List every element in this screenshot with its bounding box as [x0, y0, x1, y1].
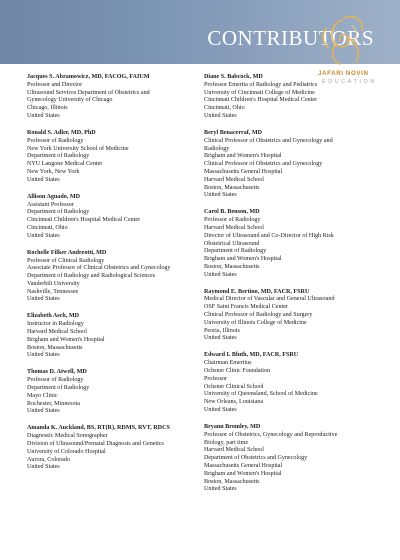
contributor-detail-line: Clinical Professor of Obstetrics and Gynecology	[204, 161, 323, 168]
contributor-name: Diane S. Babcock, MD	[204, 74, 263, 80]
contributor-detail-line: Professor and Director	[27, 81, 83, 88]
contributor-detail-line: Peoria, Illinois	[204, 327, 240, 334]
contributor-detail-line: Biology, part time	[204, 439, 249, 446]
contributor-detail-line: Department of Radiology	[27, 209, 90, 216]
contributor-detail-line: Diagnostic Medical Sonographer	[27, 433, 108, 440]
contributor-detail-line: Radiology	[204, 145, 230, 152]
contributor-detail-line: Obstetrical Ultrasound	[204, 240, 260, 247]
contributor-detail-line: United States	[27, 408, 60, 415]
contributor-detail-line: Brigham and Women's Hospital	[204, 470, 282, 477]
contributor-detail-line: Department of Radiology	[27, 385, 90, 392]
contributor-detail-line: Assistant Professor	[27, 201, 74, 208]
contributor-detail-line: Clinical Professor of Obstetrics and Gynecology and	[204, 137, 333, 144]
contributor-detail-line: Harvard Medical School	[204, 176, 264, 183]
contributor-detail-line: Mayo Clinic	[27, 392, 58, 399]
contributor-detail-line: Chicago, Illinois	[27, 105, 68, 112]
contributor-detail-line: United States	[204, 407, 237, 414]
contributor-entry	[204, 74, 384, 121]
contributor-detail-line: Department of Radiology and Radiological Sciences	[27, 273, 156, 280]
contributor-detail-line: Professor of Radiology	[27, 137, 84, 144]
contributor-entry	[27, 425, 199, 472]
contributor-detail-line: Gynecology University of Chicago	[27, 97, 113, 104]
contributor-detail-line: Boston, Massachusetts	[204, 184, 260, 191]
logo-name: JAFARI NOVIN	[318, 70, 369, 77]
contributor-detail-line: Division of Ultrasound/Prenatal Diagnosis and Genetics	[27, 441, 164, 447]
contributor-detail-line: Rochester, Minnesota	[27, 400, 80, 407]
contributor-detail-line: Boston, Massachusetts	[204, 478, 260, 485]
contributor-detail-line: New York University School of Medicine	[27, 145, 129, 152]
contributor-detail-line: University of Illinois College of Medicine	[204, 319, 307, 326]
contributor-name: Edward I. Bluth, MD, FACR, FSRU	[204, 352, 299, 359]
contributor-detail-line: Ochsner Clinical School	[204, 383, 264, 390]
contributor-detail-line: Professor of Radiology	[204, 217, 261, 224]
contributor-name: Carol B. Benson, MD	[204, 209, 260, 216]
contributor-name: Beryl Benacerraf, MD	[204, 129, 263, 136]
contributor-detail-line: United States	[27, 112, 60, 119]
contributor-entry	[27, 74, 199, 121]
contributor-detail-line: New York, New York	[27, 168, 80, 175]
contributor-detail-line: Director of Ultrasound and Co-Director of High Risk	[204, 232, 334, 239]
contributor-detail-line: United States	[204, 271, 237, 278]
contributor-detail-line: Instructor in Radiology	[27, 321, 84, 328]
contributor-detail-line: Massachusetts General Hospital	[204, 168, 283, 175]
contributor-entry	[204, 352, 384, 414]
contributor-detail-line: United States	[204, 112, 237, 119]
contributor-detail-line: Clinical Professor of Radiology and Surgery	[204, 312, 313, 319]
contributors-right-column	[204, 74, 384, 494]
contributor-detail-line: Cincinnati Children's Hospital Medical Center	[27, 217, 141, 224]
contributor-detail-line: Aurora, Colorado	[27, 456, 70, 463]
contributor-detail-line: United States	[204, 486, 237, 493]
logo-flourish-icon	[292, 6, 384, 70]
contributor-detail-line: New Orleans, Louisiana	[204, 399, 264, 406]
contributors-left-column	[27, 74, 199, 472]
contributor-detail-line: OSF Saint Francis Medical Center	[204, 304, 288, 311]
contributor-detail-line: Boston, Massachusetts	[204, 263, 260, 270]
logo-subtitle: EDUCATION	[322, 79, 377, 85]
contributor-detail-line: Department of Radiology	[27, 153, 90, 160]
contributor-detail-line: Ultrasound Services Department of Obstetrics and	[27, 89, 150, 96]
contributor-name: Bryann Bromley, MD	[204, 424, 261, 431]
contributor-detail-line: Professor of Clinical Radiology	[27, 257, 105, 264]
contributor-detail-line: Cincinnati, Ohio	[204, 105, 245, 112]
contributor-detail-line: Professor Emerita of Radiology and Pediatrics	[204, 81, 318, 88]
contributor-detail-line: University of Cincinnati College of Medicine	[204, 89, 315, 96]
contributor-detail-line: Department of Radiology	[204, 248, 267, 255]
contributor-entry	[27, 313, 199, 360]
contributor-entry	[27, 194, 199, 241]
contributor-detail-line: Harvard Medical School	[204, 224, 264, 231]
contributor-detail-line: University of Queensland, School of Medicine	[204, 391, 318, 398]
contributor-entry	[27, 250, 199, 305]
contributor-detail-line: Medical Director of Vascular and General Ultrasound	[204, 296, 335, 303]
contributor-entry	[204, 289, 384, 344]
contributor-detail-line: Brigham and Women's Hospital	[204, 153, 282, 160]
contributor-detail-line: Nashville, Tennessee	[27, 288, 79, 295]
contributor-detail-line: Professor	[204, 375, 228, 382]
contributor-detail-line: Chairman Emeritus	[204, 360, 252, 367]
contributor-name: Elizabeth Asch, MD	[27, 313, 79, 320]
contributor-name: Amanda K. Auckland, BS, RT(R), RDMS, RVT, RDCS	[27, 425, 170, 432]
contributor-detail-line: Brigham and Women's Hospital	[204, 256, 282, 263]
contributor-name: Rochelle Filker Andreotti, MD	[27, 249, 107, 256]
contributor-detail-line: Boston, Massachusetts	[27, 344, 83, 351]
contributor-detail-line: Department of Obstetrics and Gynecology	[204, 455, 308, 462]
contributor-detail-line: United States	[27, 176, 60, 183]
contributor-detail-line: Professor of Radiology	[27, 377, 84, 384]
contributor-entry	[204, 209, 384, 279]
contributor-detail-line: Ochsner Clinic Foundation	[204, 368, 271, 375]
contributor-detail-line: United States	[204, 192, 237, 199]
contributor-name: Ronald S. Adler, MD, PhD	[27, 129, 96, 136]
contributor-detail-line: University of Colorado Hospital	[27, 448, 106, 455]
contributor-detail-line: Harvard Medical School	[204, 447, 264, 454]
contributor-detail-line: United States	[27, 464, 60, 471]
contributor-detail-line: United States	[204, 335, 237, 342]
contributor-detail-line: NYU Langone Medical Center	[27, 161, 103, 168]
contributor-detail-line: Brigham and Women's Hospital	[27, 336, 105, 343]
contributor-name: Jacques S. Abramowicz, MD, FACOG, FAIUM	[27, 74, 150, 80]
contributor-name: Thomas D. Atwell, MD	[27, 369, 87, 376]
contributor-entry	[27, 369, 199, 416]
contributor-detail-line: United States	[27, 296, 60, 303]
contributor-detail-line: Cincinnati, Ohio	[27, 224, 68, 231]
contributor-detail-line: United States	[27, 232, 60, 239]
contributor-entry	[204, 130, 384, 200]
contributor-entry	[27, 130, 199, 185]
contributor-detail-line: Vanderbilt University	[27, 280, 80, 287]
contributor-detail-line: Associate Professor of Clinical Obstetrics and Gynecology	[27, 265, 171, 272]
contributor-detail-line: Cincinnati Children's Hospital Medical Center	[204, 97, 318, 104]
contributor-detail-line: Harvard Medical School	[27, 329, 87, 336]
contributor-entry	[204, 424, 384, 494]
contributor-name: Allison Aguado, MD	[27, 193, 80, 200]
contributor-name: Raymond E. Bertino, MD, FACR, FSRU	[204, 288, 310, 295]
contributor-detail-line: Professor of Obstetrics, Gynecology and Reproductive	[204, 431, 338, 438]
contributor-detail-line: Massachusetts General Hospital	[204, 463, 283, 469]
page-title: CONTRIBUTORS	[207, 26, 374, 50]
contributor-detail-line: United States	[27, 352, 60, 359]
